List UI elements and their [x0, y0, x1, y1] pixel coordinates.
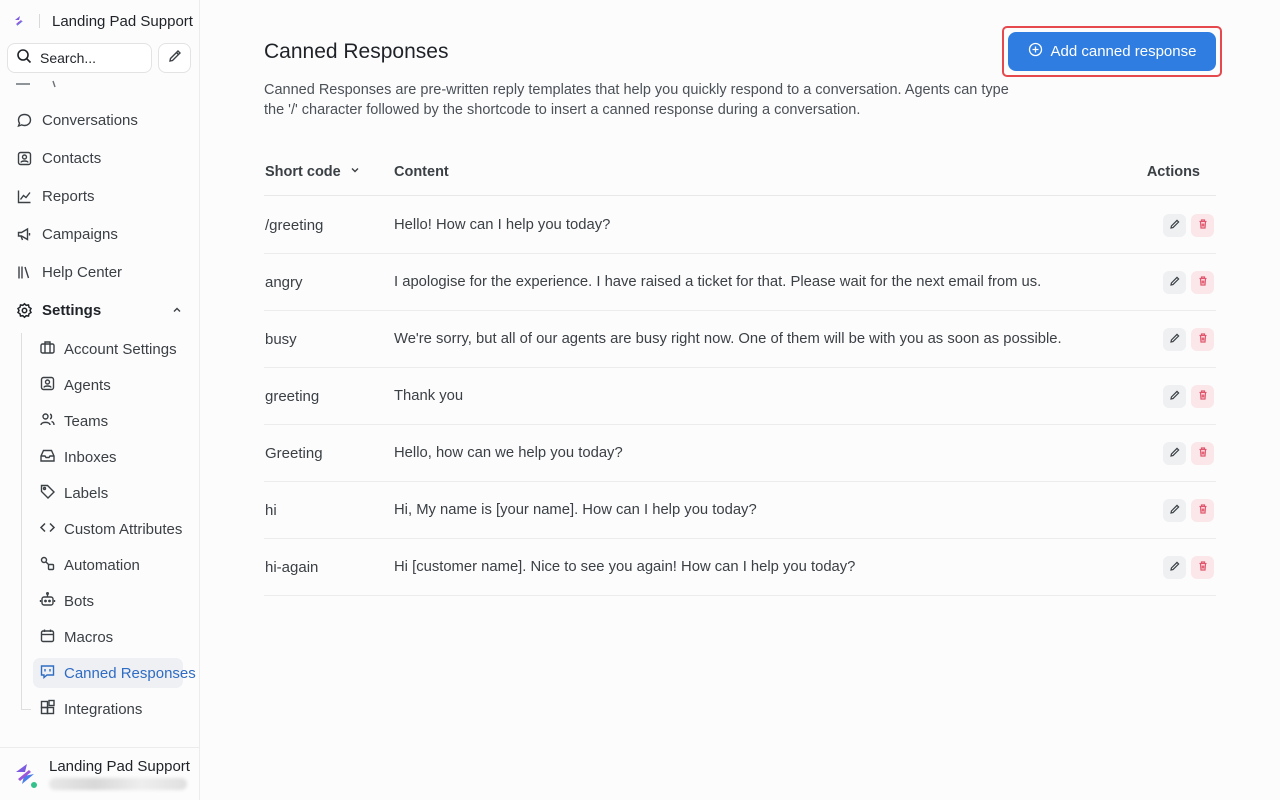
chart-line-icon [15, 187, 33, 205]
divider [39, 14, 40, 28]
trash-icon [1197, 502, 1209, 519]
edit-button[interactable] [1163, 214, 1186, 237]
nav-label: Settings [42, 301, 102, 319]
megaphone-icon [15, 225, 33, 243]
delete-button[interactable] [1191, 271, 1214, 294]
edit-button[interactable] [1163, 442, 1186, 465]
pencil-icon [1169, 217, 1181, 234]
trash-icon [1197, 217, 1209, 234]
settings-item-bots[interactable] [33, 586, 183, 616]
column-header: Short code [265, 163, 341, 180]
briefcase-icon [39, 339, 56, 360]
settings-item-label: Agents [64, 376, 111, 394]
settings-item-label: Integrations [64, 700, 143, 718]
pencil-icon [1169, 331, 1181, 348]
delete-button[interactable] [1191, 328, 1214, 351]
settings-item-label: Teams [64, 412, 109, 430]
sort-short-code[interactable] [264, 164, 394, 180]
actions-cell [1156, 214, 1216, 237]
integrations-icon [39, 699, 56, 720]
short-code-cell: hi-again [265, 558, 319, 576]
actions-cell [1156, 556, 1216, 579]
delete-button[interactable] [1191, 499, 1214, 522]
automation-icon [39, 555, 56, 576]
column-header: Actions [1146, 163, 1200, 180]
pencil-icon [1169, 502, 1181, 519]
content-cell: Hello! How can I help you today? [394, 217, 611, 233]
table-header [264, 148, 1216, 196]
settings-item-canned-responses[interactable] [33, 658, 196, 688]
calendar-icon [39, 627, 56, 648]
settings-item-label: Macros [64, 628, 114, 646]
short-code-cell: angry [265, 273, 303, 291]
table-row [264, 482, 1216, 539]
column-header: Content [394, 163, 449, 180]
tree-line-end [21, 709, 31, 710]
delete-button[interactable] [1191, 442, 1214, 465]
table-row [264, 368, 1216, 425]
trash-icon [1197, 331, 1209, 348]
settings-item-labels[interactable] [33, 478, 183, 508]
settings-item-agents[interactable] [33, 370, 183, 400]
settings-item-integrations[interactable] [33, 694, 183, 724]
content-cell: Hello, how can we help you today? [394, 445, 623, 461]
bot-icon [39, 591, 56, 612]
short-code-cell: /greeting [265, 216, 324, 234]
content-cell: Hi [customer name]. Nice to see you again! How can I help you today? [394, 559, 856, 575]
nav-label: Contacts [42, 149, 102, 167]
chevron-up-icon[interactable] [171, 303, 183, 320]
contact-card-icon [15, 149, 33, 167]
actions-cell [1156, 271, 1216, 294]
pencil-icon [1169, 559, 1181, 576]
plus-circle-icon [1028, 42, 1043, 61]
pencil-icon [1169, 274, 1181, 291]
trash-icon [1197, 388, 1209, 405]
nav-contacts[interactable] [8, 143, 191, 173]
settings-item-account-settings[interactable] [33, 334, 183, 364]
library-icon [15, 263, 33, 281]
settings-item-custom-attributes[interactable] [33, 514, 183, 544]
page-title: Canned Responses [264, 40, 449, 63]
pencil-icon [167, 48, 183, 69]
settings-item-label: Automation [64, 556, 140, 574]
content-cell: I apologise for the experience. I have raised a ticket for that. Please wait for the next email from us. [394, 274, 1042, 290]
settings-item-inboxes[interactable] [33, 442, 183, 472]
table-row [264, 254, 1216, 311]
add-canned-response-button[interactable] [1008, 32, 1216, 71]
pencil-icon [1169, 445, 1181, 462]
account-switcher[interactable] [0, 0, 199, 42]
search-icon [16, 48, 32, 69]
settings-item-teams[interactable] [33, 406, 183, 436]
edit-button[interactable] [1163, 328, 1186, 351]
page-description: Canned Responses are pre-written reply templates that help you quickly respond to a conversation. Agents can type the '/' character followed by the shortcode to insert a canned response during a conversation. [264, 82, 1009, 118]
nav-reports[interactable] [8, 181, 191, 211]
content-cell: Thank you [394, 388, 464, 404]
edit-button[interactable] [1163, 271, 1186, 294]
actions-cell [1156, 499, 1216, 522]
content-cell: Hi, My name is [your name]. How can I help you today? [394, 502, 757, 518]
nav-label: Help Center [42, 263, 123, 281]
account-name: Landing Pad Support [52, 12, 193, 30]
search-placeholder: Search... [40, 50, 97, 66]
main-content [200, 0, 1280, 800]
tag-icon [39, 483, 56, 504]
nav-campaigns[interactable] [8, 219, 191, 249]
delete-button[interactable] [1191, 385, 1214, 408]
nav-label: Reports [42, 187, 95, 205]
table-row [264, 311, 1216, 368]
gear-icon [15, 301, 33, 319]
actions-cell [1156, 442, 1216, 465]
nav-help-center[interactable] [8, 257, 191, 287]
trash-icon [1197, 559, 1209, 576]
nav-settings[interactable] [8, 295, 191, 325]
settings-item-macros[interactable] [33, 622, 183, 652]
short-code-cell: greeting [265, 387, 320, 405]
table-row [264, 197, 1216, 254]
trash-icon [1197, 445, 1209, 462]
scroll-clipped-item [0, 78, 199, 88]
sidebar [0, 0, 200, 800]
edit-button[interactable] [1163, 556, 1186, 579]
actions-cell [1156, 328, 1216, 351]
chevron-down-icon [349, 164, 361, 180]
search-row [7, 43, 191, 73]
compose-button[interactable] [158, 43, 191, 73]
short-code-cell: Greeting [265, 444, 323, 462]
search-input[interactable] [7, 43, 152, 73]
logo-icon [13, 14, 27, 28]
edit-button[interactable] [1163, 499, 1186, 522]
actions-cell [1156, 385, 1216, 408]
nav-conversations[interactable] [8, 105, 191, 135]
table-row [264, 539, 1216, 596]
tree-line [21, 333, 22, 710]
settings-item-label: Inboxes [64, 448, 117, 466]
account-footer-text [49, 758, 189, 790]
delete-button[interactable] [1191, 214, 1214, 237]
short-code-cell: busy [265, 330, 297, 348]
blurred-email [49, 778, 187, 790]
settings-item-automation[interactable] [33, 550, 183, 580]
highlight-frame [1002, 26, 1222, 77]
content-cell: We're sorry, but all of our agents are busy right now. One of them will be with you as soon as possible. [394, 331, 1062, 347]
online-status-dot [29, 780, 39, 790]
settings-item-label: Labels [64, 484, 109, 502]
canned-response-icon [39, 663, 56, 684]
settings-item-label: Canned Responses [64, 664, 196, 682]
pencil-icon [1169, 388, 1181, 405]
chat-bubble-icon [15, 111, 33, 129]
account-footer[interactable] [0, 747, 199, 800]
nav-label: Conversations [42, 111, 138, 129]
settings-item-label: Account Settings [64, 340, 177, 358]
table-row [264, 425, 1216, 482]
delete-button[interactable] [1191, 556, 1214, 579]
account-footer-name: Landing Pad Support [49, 758, 190, 775]
add-button-label: Add canned response [1050, 43, 1197, 60]
settings-item-label: Bots [64, 592, 95, 610]
people-icon [39, 411, 56, 432]
person-square-icon [39, 375, 56, 396]
code-icon [39, 519, 56, 540]
trash-icon [1197, 274, 1209, 291]
short-code-cell: hi [265, 501, 277, 519]
nav-label: Campaigns [42, 225, 118, 243]
settings-item-label: Custom Attributes [64, 520, 183, 538]
inbox-icon [39, 447, 56, 468]
edit-button[interactable] [1163, 385, 1186, 408]
account-avatar [13, 762, 37, 786]
